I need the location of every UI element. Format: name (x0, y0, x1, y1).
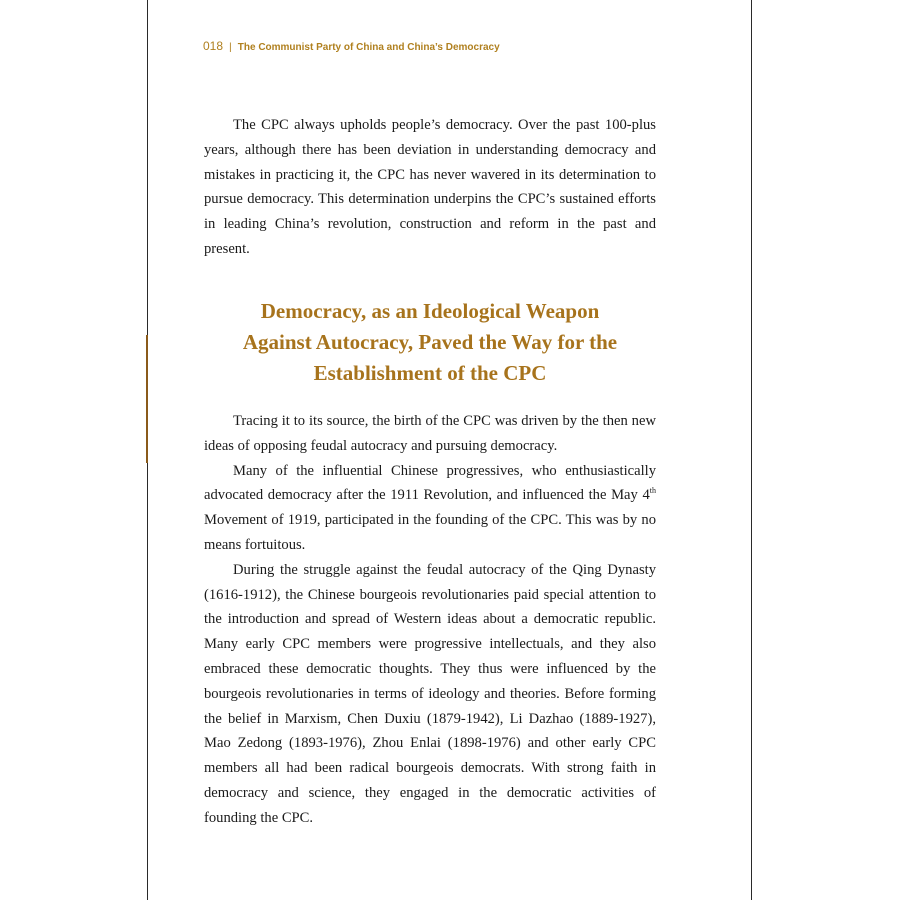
running-title: The Communist Party of China and China’s Democracy (237, 42, 500, 53)
paragraph-progressives-text-b: Movement of 1919, participated in the founding of the CPC. This was by no means fortuitous. (204, 512, 656, 553)
section-heading-line: Against Autocracy, Paved the Way for the (242, 330, 618, 354)
section-heading-line: Establishment of the CPC (313, 361, 547, 385)
page-right-edge (751, 0, 752, 900)
intro-paragraph: The CPC always upholds people’s democracy. Over the past 100-plus years, although there has been deviation in understanding democracy and mistakes in practicing it, the CPC has never wavered in its determination to pursue democracy. This determination underpins the CPC’s sustained efforts in leading China’s revolution, construction and reform in the past and present. (204, 117, 656, 257)
section-body (204, 409, 656, 831)
running-header (203, 39, 500, 55)
paragraph-progressives (204, 459, 656, 558)
section-heading (204, 296, 656, 389)
page-number: 018 (203, 39, 224, 53)
intro-text-block (204, 113, 656, 262)
header-separator: | (229, 41, 232, 53)
ordinal-superscript: th (649, 486, 656, 496)
paragraph-source: Tracing it to its source, the birth of the CPC was driven by the then new ideas of opposing feudal autocracy and pursuing democracy. (204, 413, 656, 454)
paragraph-qing-struggle: During the struggle against the feudal autocracy of the Qing Dynasty (1616-1912), the Chinese bourgeois revolutionaries paid special attention to the introduction and spread of Western ideas about a democratic republic. Many early CPC members were progressive intellectuals, and they also embraced these democratic thoughts. They thus were influenced by the bourgeois revolutionaries in terms of ideology and theories. Before forming the belief in Marxism, Chen Duxiu (1879-1942), Li Dazhao (1889-1927), Mao Zedong (1893-1976), Zhou Enlai (1898-1976) and other early CPC members all had been radical bourgeois democrats. With strong faith in democracy and science, they engaged in the democratic activities of founding the CPC. (204, 561, 656, 826)
section-heading-line: Democracy, as an Ideological Weapon (260, 299, 600, 323)
paragraph-progressives-text-a: Many of the influential Chinese progressives, who enthusiastically advocated democracy after the 1911 Revolution, and influenced the May 4 (204, 462, 656, 504)
margin-tab-mark (146, 335, 148, 463)
